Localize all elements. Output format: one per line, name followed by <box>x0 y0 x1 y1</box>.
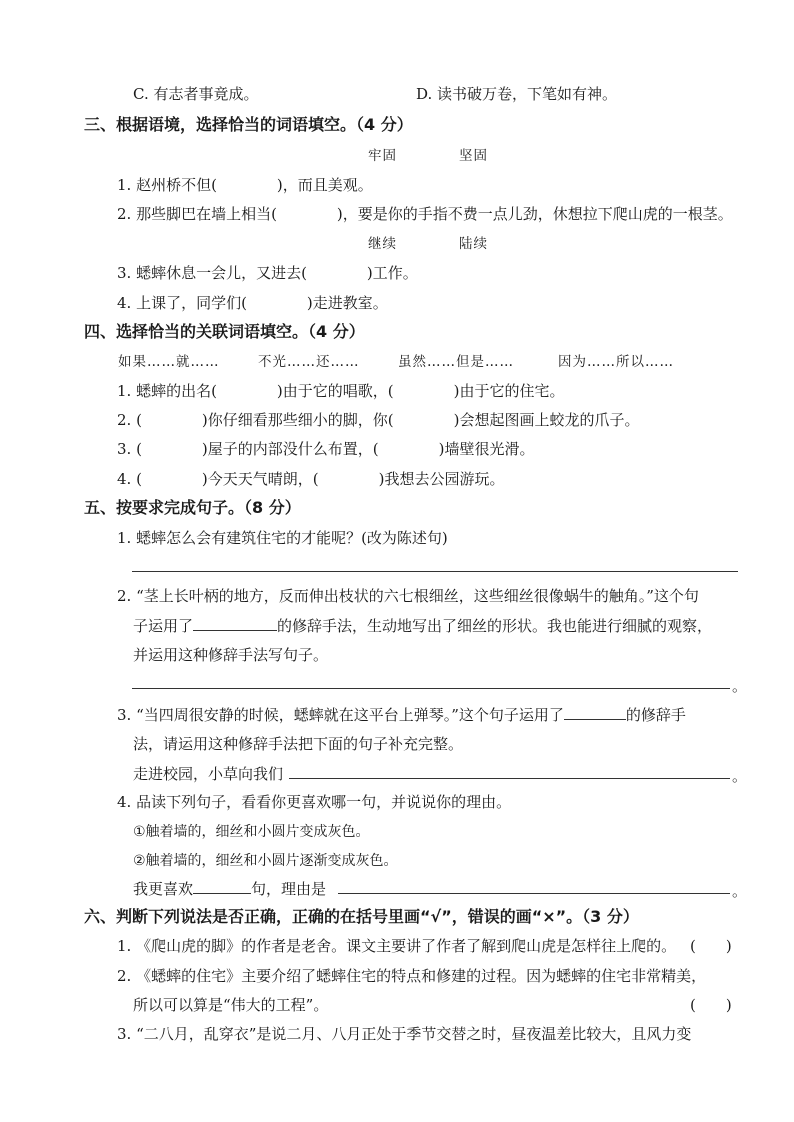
option-c: C. 有志者事竟成。 <box>133 85 259 103</box>
section4-q3: 3. ( )屋子的内部没什么布置，( )墙壁很光滑。 <box>117 440 535 458</box>
section6-q2-bracket[interactable]: ( ) <box>690 996 732 1014</box>
q3-text-post: 的修辞手 <box>625 706 686 724</box>
section5-title: 五、按要求完成句子。（8 分） <box>84 498 301 517</box>
section5-q3-line1 <box>117 705 686 725</box>
section3-q3: 3. 蟋蟀休息一会儿，又进去( )工作。 <box>117 264 418 282</box>
q4-answer-mid: 句，理由是 <box>251 880 327 898</box>
section3-q2: 2. 那些脚巴在墙上相当( )，要是你的手指不费一点儿劲，休想拉下爬山虎的一根茎。 <box>117 205 733 223</box>
q3-text-pre: 3. “当四周很安静的时候，蟋蟀就在这平台上弹琴。”这个句子运用了 <box>117 706 564 724</box>
section5-q2-line1: 2. “茎上长叶柄的地方，反而伸出枝状的六七根细丝，这些细丝很像蜗牛的触角。”这个句 <box>117 587 699 605</box>
section3-word-1: 牢固 <box>368 148 397 164</box>
answer-line-q2[interactable] <box>132 688 730 689</box>
section4-title: 四、选择恰当的关联词语填空。（4 分） <box>84 322 365 341</box>
conj-option-1: 如果……就…… <box>118 354 220 370</box>
section4-q2: 2. ( )你仔细看那些细小的脚，你( )会想起图画上蛟龙的爪子。 <box>117 411 640 429</box>
q2-text-pre: 子运用了 <box>133 617 194 635</box>
q4-end-mark: 。 <box>732 882 748 900</box>
conj-option-3: 虽然……但是…… <box>398 354 514 370</box>
section3-q4: 4. 上课了，同学们( )走进教室。 <box>117 294 388 312</box>
option-d: D. 读书破万卷，下笔如有神。 <box>416 85 618 103</box>
section5-q4-answer <box>133 879 326 899</box>
section4-q1: 1. 蟋蟀的出名( )由于它的唱歌，( )由于它的住宅。 <box>117 382 565 400</box>
section6-q2-line1: 2. 《蟋蟀的住宅》主要介绍了蟋蟀住宅的特点和修建的过程。因为蟋蟀的住宅非常精美， <box>117 967 707 985</box>
q2-end-mark: 。 <box>732 677 748 695</box>
section5-q3-line3: 走进校园，小草向我们 <box>133 765 284 783</box>
q4-option-2: ②触着墙的，细丝和小圆片逐渐变成灰色。 <box>133 853 398 869</box>
section6-title: 六、判断下列说法是否正确，正确的在括号里画“√”，错误的画“×”。（3 分） <box>84 907 639 926</box>
section5-q1: 1. 蟋蟀怎么会有建筑住宅的才能呢？(改为陈述句) <box>117 529 448 547</box>
q4-answer-pre: 我更喜欢 <box>133 880 194 898</box>
section3-q1: 1. 赵州桥不但( )，而且美观。 <box>117 176 373 194</box>
section6-q1: 1. 《爬山虎的脚》的作者是老舍。课文主要讲了作者了解到爬山虎是怎样往上爬的。 <box>117 937 677 955</box>
q4-choice-blank[interactable] <box>193 879 251 894</box>
q2-rhetoric-blank[interactable] <box>193 616 277 631</box>
q2-text-post: 的修辞手法，生动地写出了细丝的形状。我也能进行细腻的观察， <box>277 617 713 635</box>
section6-q2-line2: 所以可以算是“伟大的工程”。 <box>133 996 329 1014</box>
answer-line-q3[interactable] <box>289 778 730 779</box>
section3-word-4: 陆续 <box>459 236 488 252</box>
q3-end-mark: 。 <box>732 767 748 785</box>
section3-title: 三、根据语境，选择恰当的词语填空。（4 分） <box>84 115 413 134</box>
answer-line-q4[interactable] <box>338 893 730 894</box>
section5-q2-line3: 并运用这种修辞手法写句子。 <box>133 646 329 664</box>
section3-word-3: 继续 <box>368 236 397 252</box>
q4-option-1: ①触着墙的，细丝和小圆片变成灰色。 <box>133 824 370 840</box>
conj-option-4: 因为……所以…… <box>558 354 674 370</box>
section5-q2-line2 <box>133 616 712 636</box>
section3-word-2: 坚固 <box>459 148 488 164</box>
section5-q3-line2: 法，请运用这种修辞手法把下面的句子补充完整。 <box>133 735 464 753</box>
q3-rhetoric-blank[interactable] <box>564 705 626 720</box>
section6-q1-bracket[interactable]: ( ) <box>690 937 732 955</box>
section5-q4: 4. 品读下列句子，看看你更喜欢哪一句，并说说你的理由。 <box>117 793 512 811</box>
answer-line-q1[interactable] <box>132 571 738 572</box>
section6-q3: 3. “二八月，乱穿衣”是说二月、八月正处于季节交替之时，昼夜温差比较大，且风力变 <box>117 1025 692 1043</box>
conj-option-2: 不光……还…… <box>258 354 360 370</box>
section4-q4: 4. ( )今天天气晴朗，( )我想去公园游玩。 <box>117 470 505 488</box>
